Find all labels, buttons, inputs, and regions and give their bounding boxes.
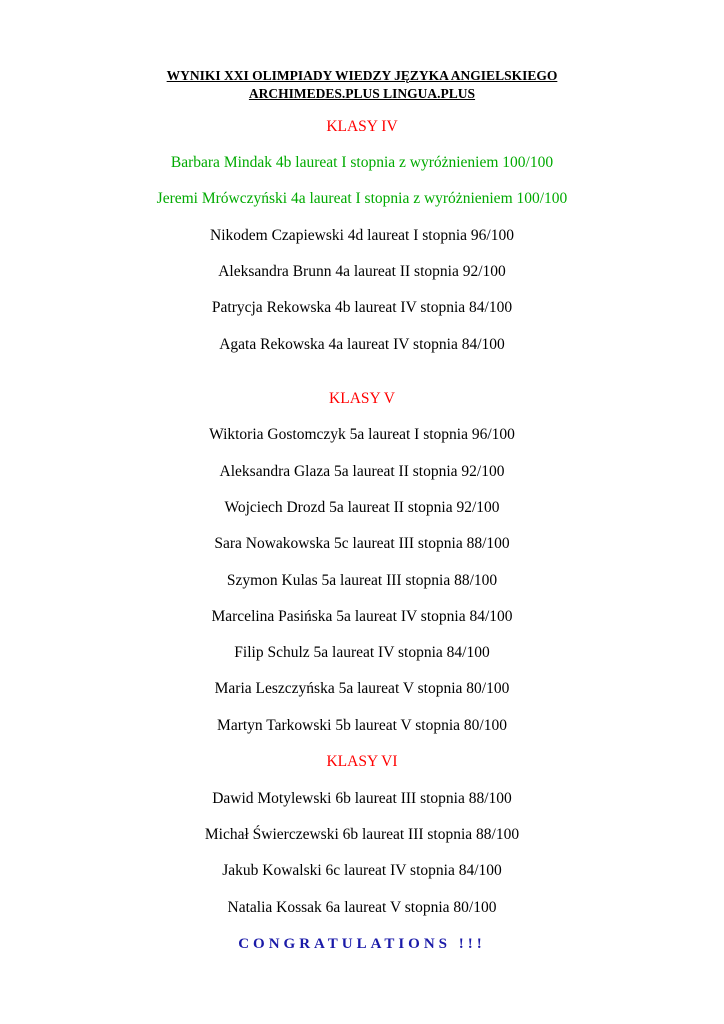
result-entry: Nikodem Czapiewski 4d laureat I stopnia 96/100 <box>210 227 514 244</box>
result-entry: Maria Leszczyńska 5a laureat V stopnia 80/100 <box>214 680 510 697</box>
result-entry: Martyn Tarkowski 5b laureat V stopnia 80/100 <box>217 717 507 734</box>
result-entry: Dawid Motylewski 6b laureat III stopnia 88/100 <box>212 790 512 807</box>
result-entry: Sara Nowakowska 5c laureat III stopnia 88/100 <box>214 535 510 552</box>
result-entry: Aleksandra Glaza 5a laureat II stopnia 92/100 <box>219 463 505 480</box>
result-entry: Agata Rekowska 4a laureat IV stopnia 84/100 <box>219 336 505 353</box>
result-entry: Jeremi Mrówczyński 4a laureat I stopnia z wyróżnieniem 100/100 <box>156 190 568 207</box>
document-title-line-1: WYNIKI XXI OLIMPIADY WIEDZY JĘZYKA ANGIELSKIEGO <box>166 68 558 83</box>
congratulations-footer: CONGRATULATIONS !!! <box>238 936 486 952</box>
result-entry: Wojciech Drozd 5a laureat II stopnia 92/100 <box>224 499 500 516</box>
result-entry: Patrycja Rekowska 4b laureat IV stopnia 84/100 <box>211 299 513 316</box>
result-entry: Filip Schulz 5a laureat IV stopnia 84/100 <box>234 644 490 661</box>
section-heading-klasy-v: KLASY V <box>329 390 395 407</box>
result-entry: Barbara Mindak 4b laureat I stopnia z wyróżnieniem 100/100 <box>170 154 554 171</box>
section-heading-klasy-vi: KLASY VI <box>326 753 398 770</box>
result-entry: Wiktoria Gostomczyk 5a laureat I stopnia 96/100 <box>209 426 515 443</box>
section-heading-klasy-iv: KLASY IV <box>326 118 398 135</box>
result-entry: Szymon Kulas 5a laureat III stopnia 88/100 <box>226 572 498 589</box>
document-title-line-2: ARCHIMEDES.PLUS LINGUA.PLUS <box>248 86 476 101</box>
result-entry: Marcelina Pasińska 5a laureat IV stopnia 84/100 <box>211 608 513 625</box>
result-entry: Aleksandra Brunn 4a laureat II stopnia 92/100 <box>218 263 506 280</box>
result-entry: Michał Świerczewski 6b laureat III stopnia 88/100 <box>204 826 520 843</box>
result-entry: Jakub Kowalski 6c laureat IV stopnia 84/100 <box>222 862 502 879</box>
result-entry: Natalia Kossak 6a laureat V stopnia 80/100 <box>227 899 497 916</box>
